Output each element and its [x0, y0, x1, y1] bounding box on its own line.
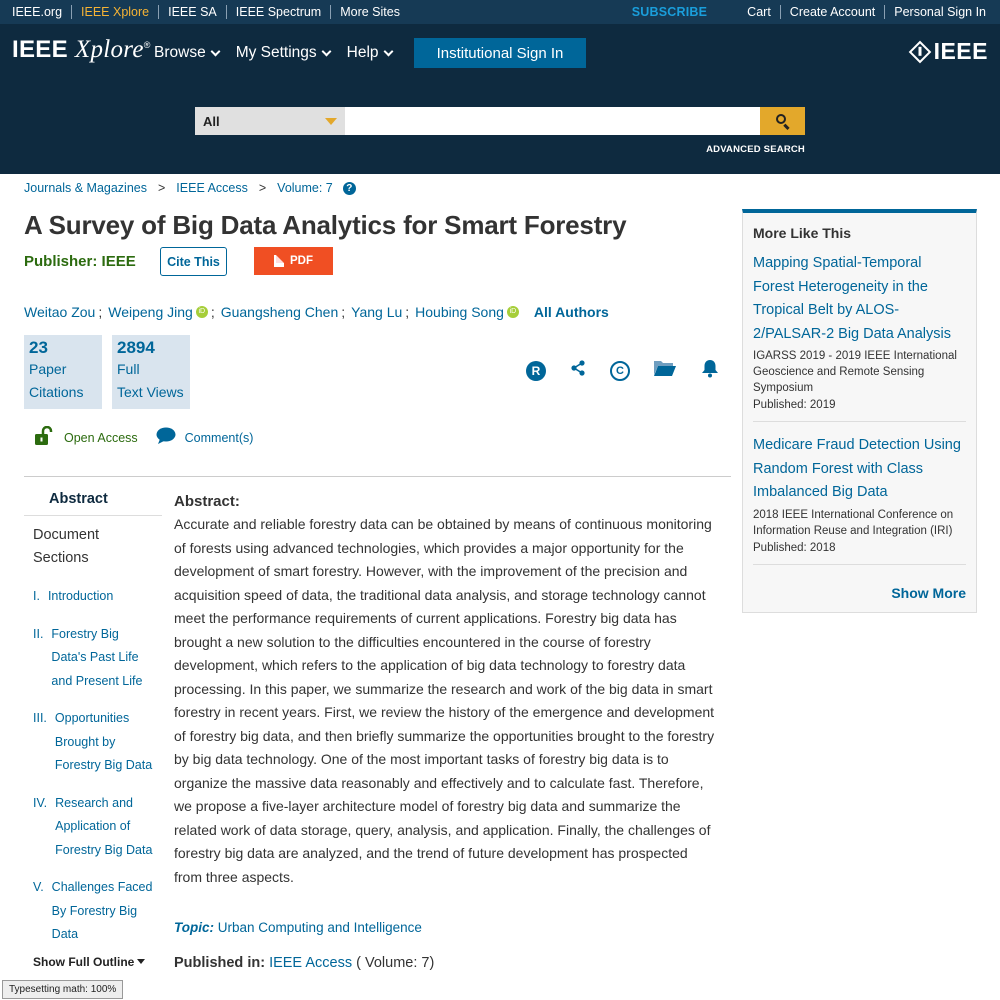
- publisher-name: IEEE: [101, 253, 136, 270]
- subscribe-link[interactable]: SUBSCRIBE: [631, 5, 708, 19]
- search-bar: [195, 107, 805, 135]
- section-number: III.: [33, 711, 47, 725]
- section-title-line: and Present Life: [51, 673, 143, 688]
- personal-sign-in-link[interactable]: Personal Sign In: [884, 5, 1000, 19]
- orcid-icon[interactable]: iD: [196, 306, 208, 318]
- search-input[interactable]: [345, 107, 760, 135]
- chevron-down-icon: [210, 46, 220, 56]
- main-nav: [154, 44, 409, 62]
- more-like-this-heading: More Like This: [753, 225, 852, 241]
- related-article-source: IGARSS 2019 - 2019 IEEE International Geoscience and Remote Sensing Symposium: [753, 350, 957, 394]
- breadcrumb-journals[interactable]: Journals & Magazines: [24, 181, 147, 195]
- more-like-this-panel: [742, 209, 977, 613]
- section-title-line: Challenges Faced: [51, 880, 153, 894]
- section-title-line: Forestry Big Data: [55, 842, 153, 857]
- section-title: [55, 792, 152, 863]
- metric-label: Citations: [29, 384, 84, 400]
- caret-down-icon: [137, 959, 145, 964]
- logo-registered-mark: ®: [143, 40, 151, 50]
- dropdown-triangle-icon: [325, 118, 337, 125]
- cart-link[interactable]: Cart: [747, 5, 771, 19]
- nav-browse-label: Browse: [154, 44, 206, 61]
- section-link-research[interactable]: [24, 792, 162, 863]
- section-title-line: Forestry Big: [51, 626, 119, 641]
- breadcrumb-separator: >: [258, 181, 267, 195]
- logo-ieee-text: IEEE: [12, 36, 68, 63]
- author-list: [24, 304, 609, 320]
- ieee-sa-link[interactable]: IEEE SA: [158, 5, 226, 19]
- tab-abstract[interactable]: Abstract: [24, 488, 162, 516]
- metric-value: 23: [29, 338, 48, 357]
- abstract-text: Accurate and reliable forestry data can be obtained by means of continuous monitoring of forests using advanced technologies, which provides a major opportunity for the development of smart forestry. However, with the improvement of the precision and acquisition speed of data, the traditional data analysis, and storage technology cannot meet the performance requirements of current applications. Forestry big data has brought a new solution to the difficulties encountered in the course of forestry development, which refers to the application of big data technology to forestry data processing. In this paper, we summarize the research and work of the big data in smart forestry in recent years. First, we review the history of the emergence and development of forestry big data, and then briefly summarize the opportunities brought to the forestry by big data technology. One of the most important tasks of forestry big data is to organize the massive data reasonably and effectively and to calculate fast. Therefore, we propose a five-layer architecture model of forestry big data and summarize the related work of data storage, query, analysis, and application. Finally, the challenges of forestry big data are analyzed, and the trend of future development has prospected from three aspects.: [174, 516, 715, 885]
- section-number: I.: [33, 589, 40, 603]
- ieee-xplore-logo[interactable]: [12, 36, 151, 64]
- utility-bar: [0, 0, 1000, 24]
- metric-label: Full: [117, 361, 140, 377]
- metric-value: 2894: [117, 338, 155, 357]
- more-sites-link[interactable]: More Sites: [330, 5, 409, 19]
- document-sections-heading: [24, 516, 162, 570]
- search-scope-value: All: [203, 114, 220, 129]
- logo-xplore-text: Xplore: [74, 36, 144, 63]
- folder-icon[interactable]: [653, 359, 677, 382]
- cite-this-button[interactable]: Cite This: [160, 247, 227, 276]
- section-title-line: Introduction: [47, 589, 114, 603]
- chevron-down-icon: [383, 46, 393, 56]
- author-link[interactable]: Weitao Zou: [24, 304, 96, 320]
- share-icon[interactable]: [569, 359, 587, 382]
- author-separator: ;: [210, 304, 215, 320]
- section-title-line: Data: [51, 927, 79, 941]
- breadcrumb-separator: >: [157, 181, 166, 195]
- section-title-line: Brought by: [54, 734, 116, 749]
- section-number: IV.: [33, 795, 48, 810]
- math-typesetting-status: Typesetting math: 100%: [2, 980, 123, 999]
- show-full-outline-label: Show Full Outline: [33, 954, 135, 969]
- search-button[interactable]: [760, 107, 805, 135]
- breadcrumb-volume[interactable]: Volume: 7: [277, 181, 333, 195]
- show-more-link[interactable]: Show More: [891, 585, 966, 601]
- section-title-line: Forestry Big Data: [54, 758, 153, 772]
- breadcrumb: [24, 181, 356, 195]
- open-lock-icon: [34, 426, 54, 449]
- alert-bell-icon[interactable]: [700, 358, 720, 383]
- create-account-link[interactable]: Create Account: [780, 5, 884, 19]
- related-article-title[interactable]: Mapping Spatial-Temporal Forest Heterogeneity in the Tropical Belt by ALOS-2/PALSAR-2 Big Data Analysis: [753, 255, 951, 342]
- institutional-sign-in-button[interactable]: Institutional Sign In: [414, 38, 586, 68]
- related-article: [753, 252, 966, 422]
- section-title: [55, 707, 152, 778]
- copyright-icon[interactable]: C: [610, 361, 630, 381]
- publisher: [24, 253, 136, 270]
- breadcrumb-ieee-access[interactable]: IEEE Access: [176, 181, 248, 195]
- ieee-xplore-link[interactable]: IEEE Xplore: [71, 5, 158, 19]
- journal-volume: ( Volume: 7): [356, 955, 435, 971]
- related-article-source: 2018 IEEE International Conference on Information Reuse and Integration (IRI): [753, 508, 954, 537]
- page-title: A Survey of Big Data Analytics for Smart Forestry: [24, 210, 627, 240]
- ieee-diamond-icon: [908, 40, 931, 63]
- section-title-line: By Forestry Big: [51, 903, 138, 918]
- search-scope-select[interactable]: [195, 107, 345, 135]
- nav-browse[interactable]: [154, 44, 219, 62]
- related-article: [753, 434, 966, 565]
- access-row: [34, 426, 253, 449]
- ieee-org-link[interactable]: IEEE.org: [12, 5, 63, 19]
- full-text-views-metric[interactable]: [112, 335, 190, 409]
- comment-icon[interactable]: [156, 427, 176, 448]
- section-number: II.: [33, 626, 44, 641]
- ieee-brand-text: IEEE: [933, 38, 988, 64]
- article-tools: [526, 358, 743, 383]
- metric-label: Text Views: [117, 384, 184, 400]
- author-separator: ;: [341, 304, 346, 320]
- published-in-line: [174, 955, 434, 971]
- help-icon[interactable]: ?: [343, 182, 356, 195]
- paper-citations-metric[interactable]: [24, 335, 102, 409]
- show-full-outline-button[interactable]: [24, 955, 162, 969]
- section-title-line: Research and: [55, 795, 133, 810]
- journal-link[interactable]: IEEE Access: [269, 955, 353, 971]
- nav-help-label: Help: [346, 44, 379, 61]
- nav-my-settings-label: My Settings: [235, 44, 317, 61]
- chevron-down-icon: [321, 46, 331, 56]
- comments-link[interactable]: Comment(s): [184, 430, 254, 445]
- related-article-title[interactable]: Medicare Fraud Detection Using Random Forest with Class Imbalanced Big Data: [753, 437, 961, 500]
- divider: [24, 476, 731, 477]
- rights-permissions-icon[interactable]: R: [526, 361, 546, 381]
- topic-label: Topic:: [174, 920, 214, 935]
- section-link-opportunities[interactable]: [24, 707, 162, 778]
- author-link[interactable]: Guangsheng Chen: [220, 304, 339, 320]
- topic-line: [174, 920, 422, 935]
- pdf-button-label: PDF: [290, 255, 313, 267]
- topic-link[interactable]: Urban Computing and Intelligence: [217, 920, 422, 935]
- nav-help[interactable]: [347, 44, 392, 62]
- metric-label: Paper: [29, 361, 67, 377]
- document-sections-line: Document: [33, 527, 100, 543]
- section-link-challenges[interactable]: [24, 876, 162, 947]
- section-title-line: Opportunities: [54, 711, 130, 725]
- related-article-published: Published: 2018: [753, 541, 836, 554]
- pdf-file-icon: [274, 255, 284, 267]
- section-title-line: Application of: [55, 819, 131, 833]
- orcid-icon[interactable]: iD: [507, 306, 519, 318]
- ieee-brand-logo[interactable]: [912, 38, 988, 65]
- section-link-introduction[interactable]: [24, 585, 162, 609]
- site-header: [0, 24, 1000, 174]
- published-in-label: Published in:: [174, 955, 266, 971]
- publisher-label: Publisher:: [24, 253, 98, 270]
- abstract-section: [174, 491, 719, 889]
- section-title: [52, 876, 153, 947]
- author-separator: ;: [98, 304, 103, 320]
- author-link[interactable]: Weipeng Jing: [108, 304, 193, 320]
- section-title: [48, 585, 113, 609]
- section-number: V.: [33, 880, 44, 894]
- ieee-spectrum-link[interactable]: IEEE Spectrum: [226, 5, 330, 19]
- document-sections-nav: [24, 488, 162, 969]
- advanced-search-link[interactable]: ADVANCED SEARCH: [706, 144, 805, 155]
- open-access-label: Open Access: [64, 430, 138, 445]
- section-link-past-life[interactable]: [24, 623, 162, 694]
- section-title: [51, 623, 142, 694]
- author-separator: ;: [405, 304, 410, 320]
- all-authors-link[interactable]: All Authors: [533, 304, 609, 320]
- utility-links-left: [12, 5, 409, 19]
- utility-links-right: [632, 5, 1000, 19]
- abstract-heading: Abstract:: [174, 493, 240, 510]
- search-icon: [776, 114, 786, 124]
- author-link[interactable]: Houbing Song: [415, 304, 504, 320]
- document-sections-line: Sections: [33, 550, 89, 566]
- author-link[interactable]: Yang Lu: [351, 304, 403, 320]
- section-title-line: Data's Past Life: [51, 650, 139, 664]
- related-article-published: Published: 2019: [753, 399, 836, 411]
- nav-my-settings[interactable]: [236, 44, 330, 62]
- pdf-button[interactable]: [254, 247, 333, 275]
